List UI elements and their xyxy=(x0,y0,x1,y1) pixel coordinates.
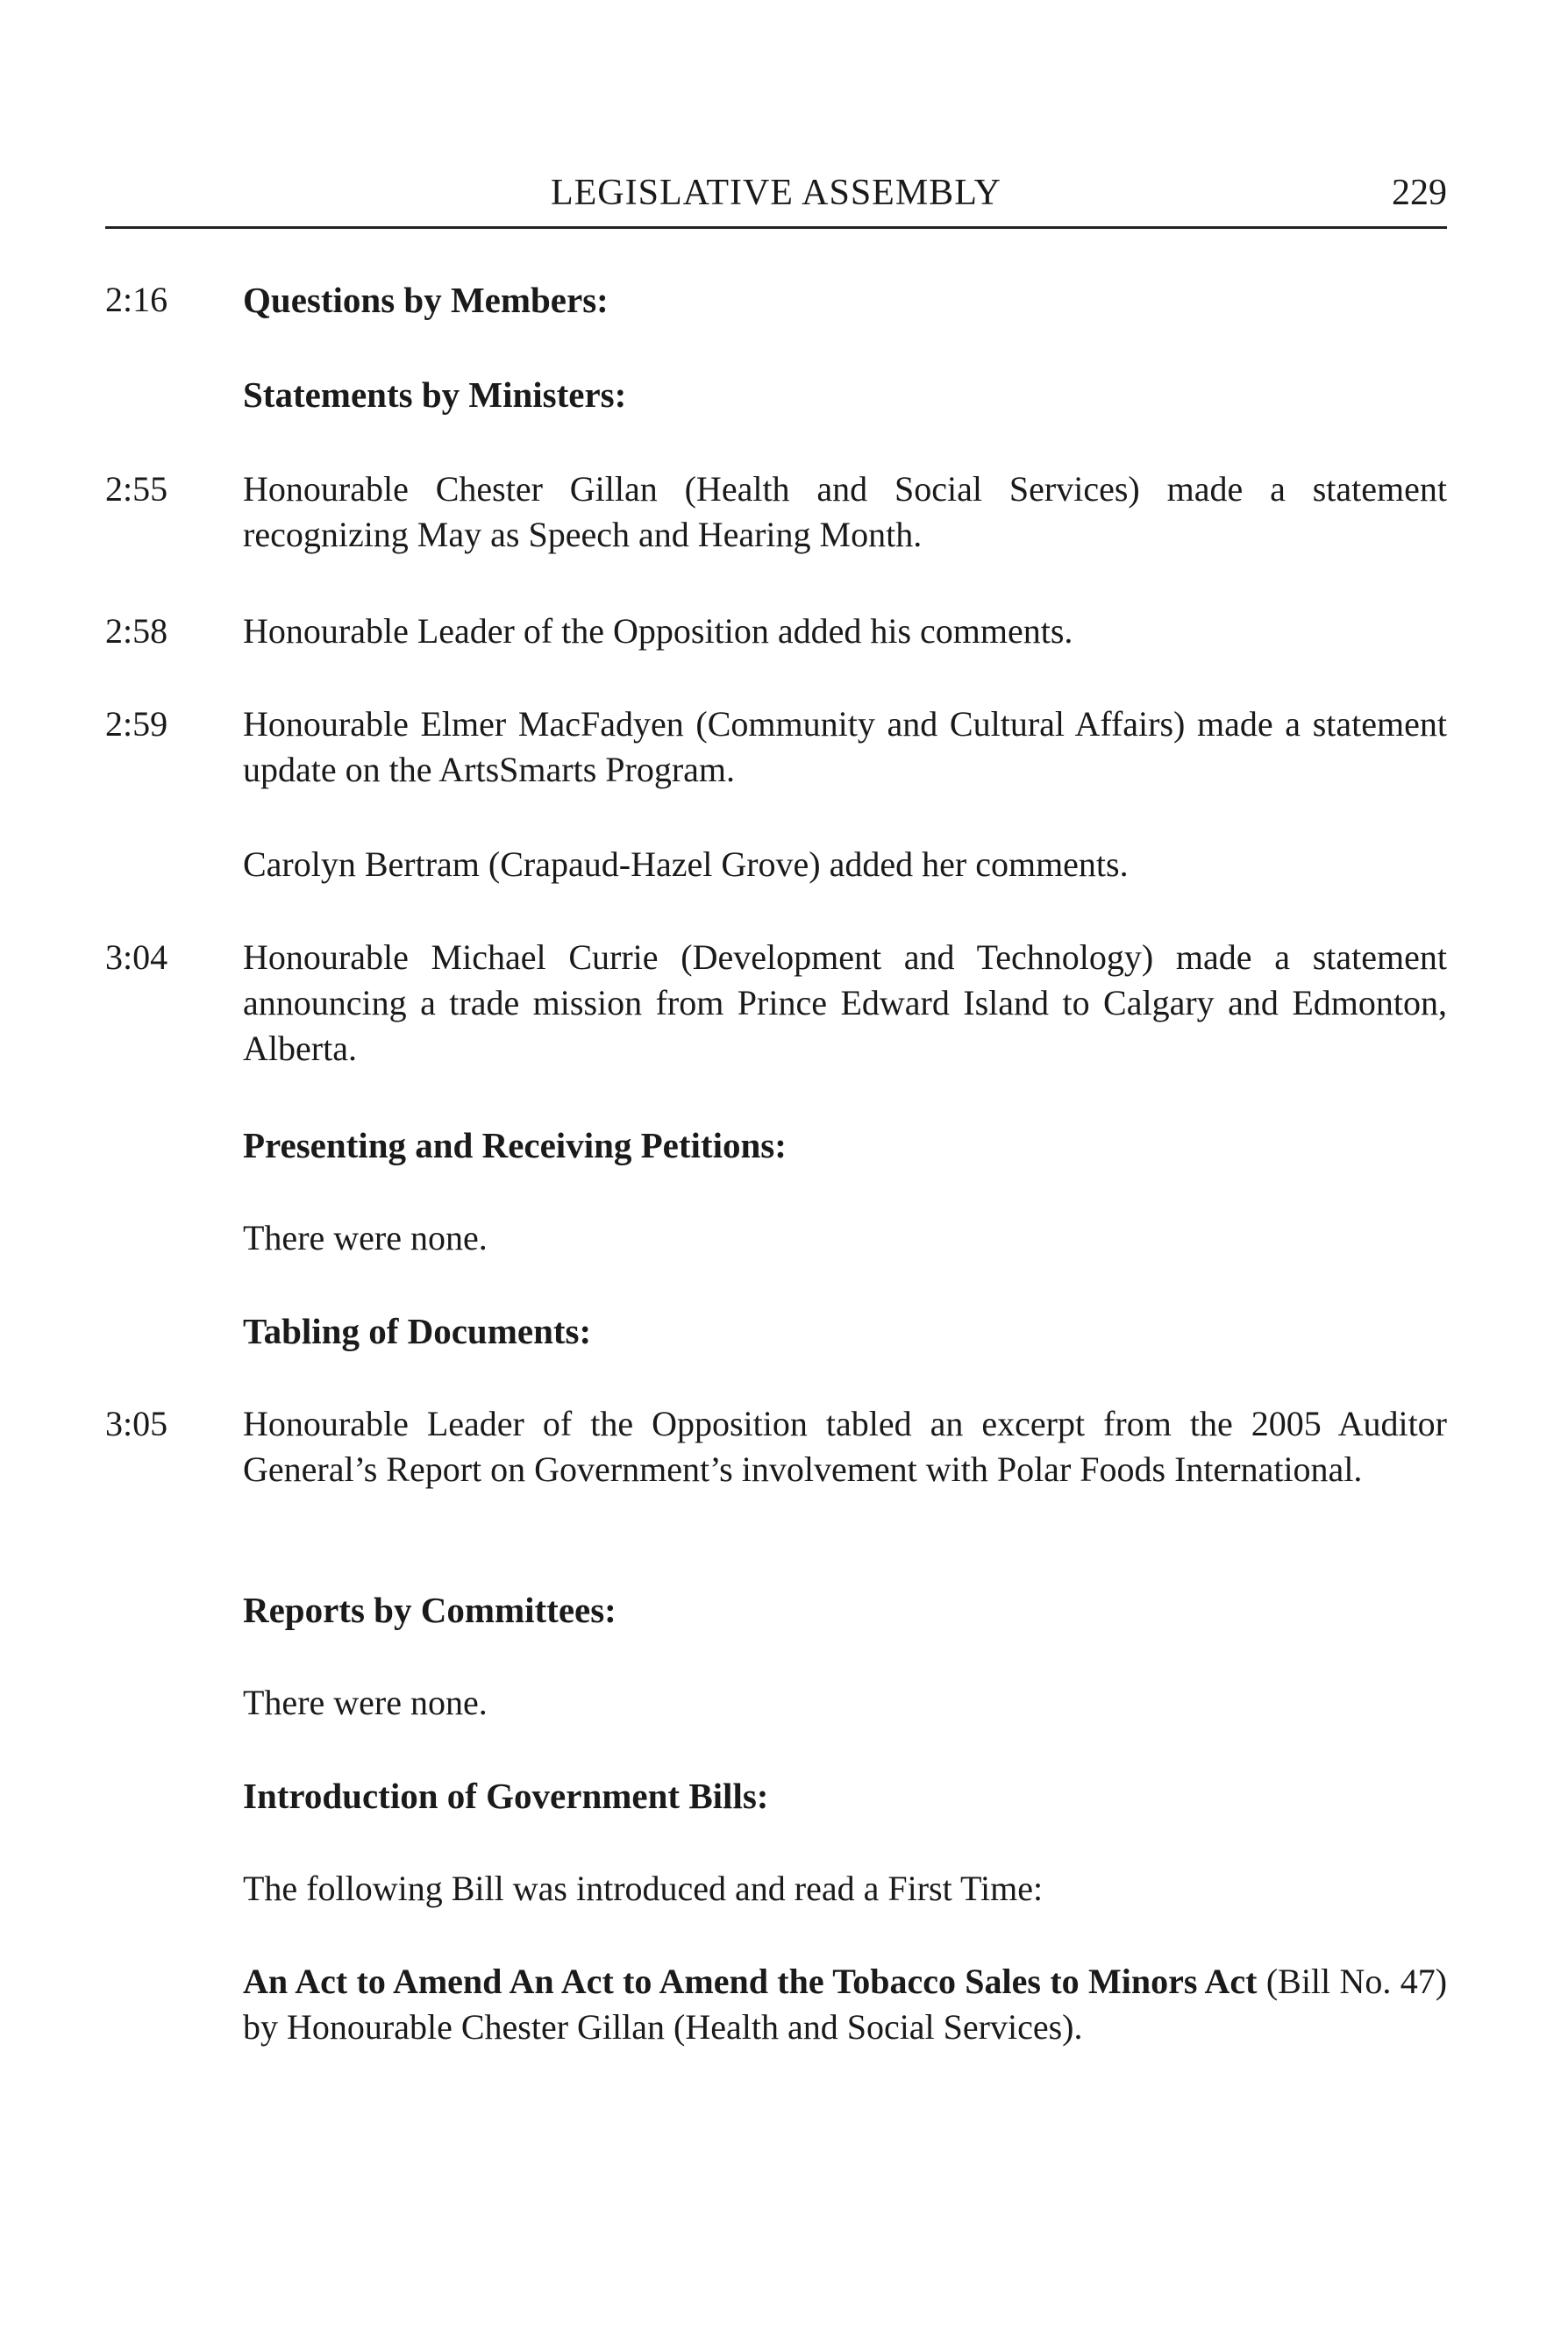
bill-text xyxy=(243,1959,1447,2050)
entry-time: 3:05 xyxy=(105,1404,168,1443)
section-heading: Reports by Committees: xyxy=(243,1590,617,1630)
bill-details: (Bill No. 47) by Honourable Chester Gillan (Health and Social Services). xyxy=(243,1962,1448,2047)
entry-time: 3:04 xyxy=(105,937,168,977)
page-number: 229 xyxy=(1392,173,1447,213)
entry-text: Honourable Michael Currie (Development and Technology) made a statement announcing a trade mission from Prince Edward Island to Calgary and Edmonton, Alberta. xyxy=(243,937,1447,1068)
bill-title: An Act to Amend An Act to Amend the Tobacco Sales to Minors Act xyxy=(243,1962,1258,2001)
entry-text: Honourable Chester Gillan (Health and Social Services) made a statement recognizing May as Speech and Hearing Month. xyxy=(243,469,1447,554)
section-heading: Tabling of Documents: xyxy=(243,1311,592,1351)
page-header-title: LEGISLATIVE ASSEMBLY xyxy=(551,173,1001,213)
page-header xyxy=(105,172,1447,229)
entry-text: Honourable Leader of the Opposition added his comments. xyxy=(243,611,1073,651)
entry-text: There were none. xyxy=(243,1218,488,1257)
entry-time: 2:58 xyxy=(105,611,168,651)
entry-time: 2:16 xyxy=(105,280,168,319)
entry-text: Honourable Elmer MacFadyen (Community and Cultural Affairs) made a statement update on the ArtsSmarts Program. xyxy=(243,704,1447,789)
entry-text: Honourable Leader of the Opposition tabled an excerpt from the 2005 Auditor General’s Report on Government’s involvement with Polar Foods International. xyxy=(243,1404,1447,1489)
entry-time: 2:59 xyxy=(105,704,168,744)
entry-text: The following Bill was introduced and read a First Time: xyxy=(243,1869,1044,1908)
section-heading: Presenting and Receiving Petitions: xyxy=(243,1125,787,1165)
entry-text: There were none. xyxy=(243,1683,488,1722)
entry-time: 2:55 xyxy=(105,469,168,509)
section-heading: Questions by Members: xyxy=(243,280,609,320)
section-heading: Introduction of Government Bills: xyxy=(243,1776,769,1816)
entry-text: Carolyn Bertram (Crapaud-Hazel Grove) added her comments. xyxy=(243,844,1129,884)
section-heading: Statements by Ministers: xyxy=(243,374,627,415)
